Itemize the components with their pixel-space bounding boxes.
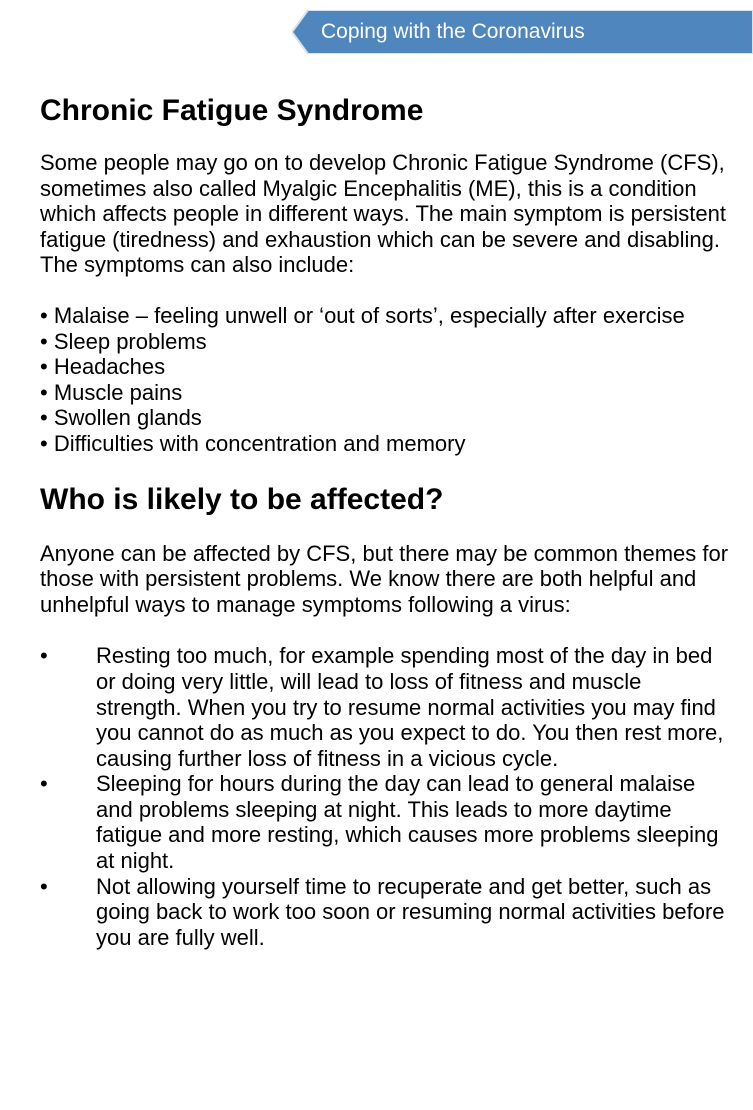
list-item	[40, 643, 730, 771]
symptom-list	[40, 303, 730, 457]
list-item	[40, 771, 730, 873]
bullet-icon: •	[40, 873, 48, 899]
heading-chronic-fatigue-syndrome: Chronic Fatigue Syndrome	[40, 94, 424, 127]
list-item: • Swollen glands	[40, 405, 202, 431]
list-item: • Difficulties with concentration and memory	[40, 430, 466, 456]
affected-paragraph: Anyone can be affected by CFS, but there may be common themes for those with persistent problems. We know there are both helpful and unhelpful ways to manage symptoms following a virus:	[40, 540, 729, 617]
list-item: • Malaise – feeling unwell or ‘out of sorts’, especially after exercise	[40, 302, 685, 328]
header-banner	[292, 10, 753, 54]
bullet-text: Sleeping for hours during the day can lead to general malaise and problems sleeping at night. This leads to more daytime fatigue and more resting, which causes more problems sleeping at night.	[96, 771, 719, 874]
bullet-text: Not allowing yourself time to recuperate and get better, such as going back to work too soon or resuming normal activities before you are fully well.	[96, 873, 725, 950]
intro-paragraph: Some people may go on to develop Chronic Fatigue Syndrome (CFS), sometimes also called Myalgic Encephalitis (ME), this is a condition which affects people in different ways. The main symptom is persistent fatigue (tiredness) and exhaustion which can be severe and disabling. The symptoms can also include:	[40, 150, 726, 278]
list-item	[40, 874, 730, 951]
bullet-icon: •	[40, 771, 48, 797]
article-body	[40, 92, 730, 950]
list-item: • Headaches	[40, 354, 166, 380]
management-bullet-list	[40, 643, 730, 950]
list-item: • Muscle pains	[40, 379, 183, 405]
bullet-icon: •	[40, 643, 48, 669]
banner-title: Coping with the Coronavirus	[321, 20, 585, 43]
bullet-text: Resting too much, for example spending most of the day in bed or doing very little, will lead to loss of fitness and muscle strength. When you try to resume normal activities you may find you cannot do as much as you expect to do. You then rest more, causing further loss of fitness in a vicious cycle.	[96, 643, 724, 771]
list-item: • Sleep problems	[40, 328, 207, 354]
heading-who-is-affected: Who is likely to be affected?	[40, 482, 444, 516]
